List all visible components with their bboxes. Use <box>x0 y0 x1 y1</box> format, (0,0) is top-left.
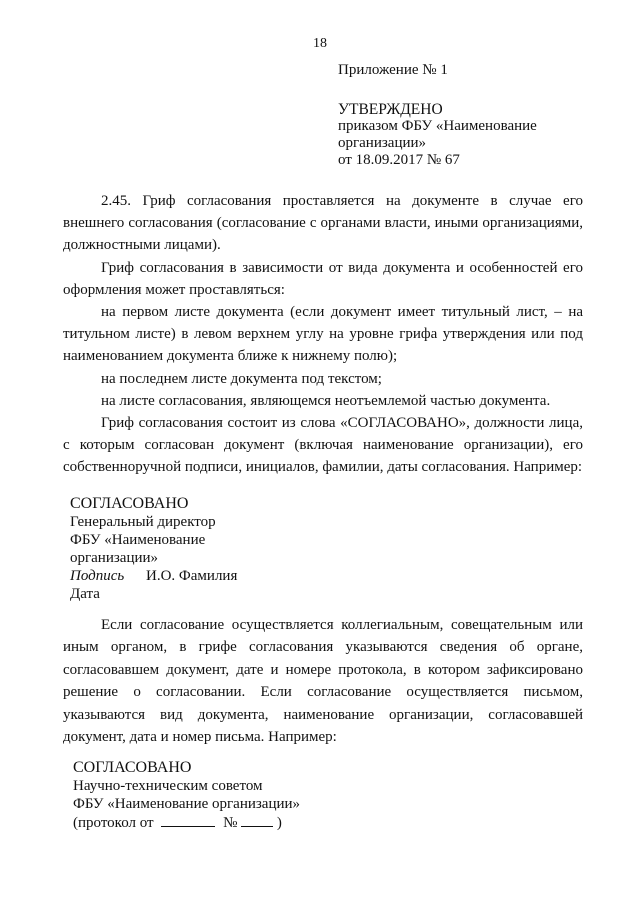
agreement-stamp-example-2 <box>73 759 300 832</box>
paragraph: Гриф согласования в зависимости от вида документа и особенностей его оформления может проставляться: <box>63 259 583 298</box>
stamp-heading: СОГЛАСОВАНО <box>73 759 192 776</box>
agreement-stamp-example-1 <box>70 495 237 603</box>
stamp-line: Генеральный директор <box>70 514 216 530</box>
paragraph: 2.45. Гриф согласования проставляется на документе в случае его внешнего согласования (согласование с органами власти, иными организациями, должностными лицами). <box>63 193 583 254</box>
signature-name: И.О. Фамилия <box>146 568 238 584</box>
stamp-line: Научно-техническим советом <box>73 778 263 794</box>
appendix-label: Приложение № 1 <box>338 62 448 78</box>
protocol-number-blank <box>241 813 273 827</box>
list-item: на последнем листе документа под текстом; <box>101 370 382 387</box>
protocol-number-label: № <box>223 815 238 831</box>
approved-heading: УТВЕРЖДЕНО <box>338 101 443 118</box>
stamp-line: ФБУ «Наименование <box>70 532 206 548</box>
protocol-date-blank <box>161 813 215 827</box>
approval-line-3: от 18.09.2017 № 67 <box>338 152 460 168</box>
protocol-line <box>73 813 300 832</box>
list-item: на первом листе документа (если документ имеет титульный лист, – на титульном листе) в левом верхнем углу на уровне грифа утверждения или под наименованием документа ближе к нижнему полю); <box>63 304 583 365</box>
list-item: на листе согласования, являющемся неотъемлемой частью документа. <box>101 392 551 409</box>
page-number: 18 <box>313 36 327 51</box>
approval-line-2: организации» <box>338 135 427 151</box>
stamp-date: Дата <box>70 586 100 602</box>
stamp-heading: СОГЛАСОВАНО <box>70 495 189 512</box>
approval-line-1: приказом ФБУ «Наименование <box>338 118 537 134</box>
paragraph: Гриф согласования состоит из слова «СОГЛАСОВАНО», должности лица, с которым согласован документ (включая наименование организации), его собственноручной подписи, инициалов, фамилии, даты согласования. Например: <box>63 415 583 476</box>
body-text-section-2 <box>63 614 583 748</box>
body-text-section-1 <box>63 190 583 479</box>
stamp-line: ФБУ «Наименование организации» <box>73 796 301 812</box>
approval-stamp <box>338 62 628 169</box>
stamp-line: организации» <box>70 550 159 566</box>
signature-row <box>70 567 237 585</box>
paragraph: Если согласование осуществляется коллегиальным, совещательным или иным органом, в грифе согласования указываются сведения об органе, согласовавшем документ, дате и номере протокола, в котором зафиксировано решение о согласовании. Если согласование осуществляется письмом, указываются вид документа, наименование организации, согласовавшей документ, дата и номер письма. Например: <box>63 617 583 746</box>
protocol-suffix: ) <box>276 815 282 831</box>
protocol-prefix: (протокол от <box>73 815 154 831</box>
signature-label: Подпись <box>70 568 125 584</box>
